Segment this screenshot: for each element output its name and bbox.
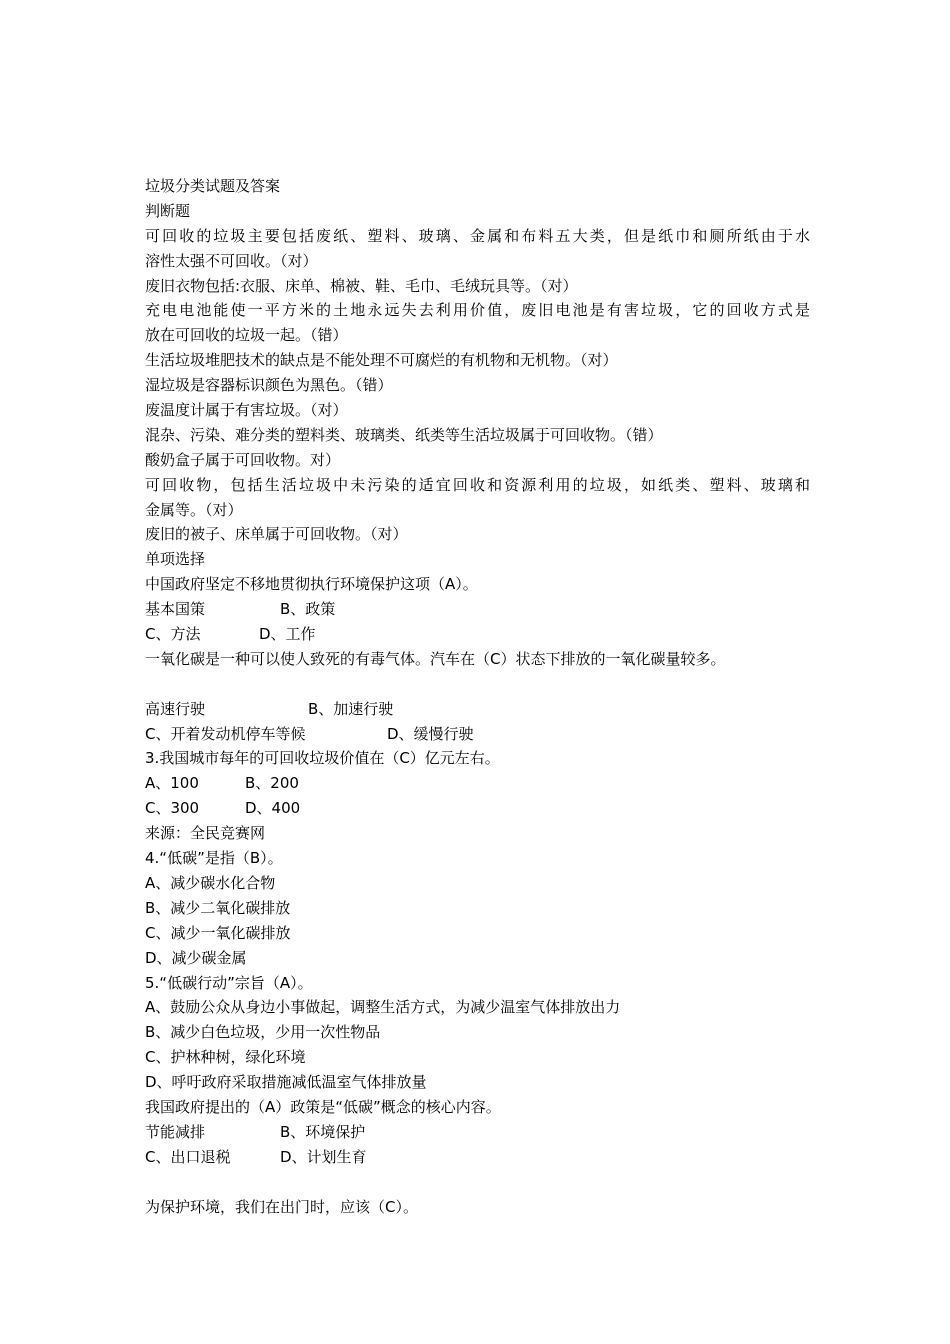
judge-q7: 混杂、污染、难分类的塑料类、玻璃类、纸类等生活垃圾属于可回收物。（错） bbox=[145, 425, 663, 444]
single-q2-option-c: C、开着发动机停车等候 bbox=[145, 724, 306, 743]
single-q6-stem: 我国政府提出的（A）政策是“低碳”概念的核心内容。 bbox=[145, 1097, 501, 1116]
single-q6-option-b: B、环境保护 bbox=[280, 1122, 366, 1141]
single-q1-option-a: 基本国策 bbox=[145, 600, 206, 619]
single-q3-option-b: B、200 bbox=[245, 774, 299, 793]
single-q4-stem: 4.“低碳”是指（B）。 bbox=[145, 849, 283, 868]
single-q3-options-cd bbox=[145, 796, 810, 821]
section-heading-single: 单项选择 bbox=[145, 550, 206, 569]
single-q2-option-a: 高速行驶 bbox=[145, 699, 206, 718]
single-q1-stem: 中国政府坚定不移地贯彻执行环境保护这项（A）。 bbox=[145, 575, 478, 594]
judge-q1-line1: 可回收的垃圾主要包括废纸、塑料、玻璃、金属和布料五大类，但是纸巾和厕所纸由于水 bbox=[145, 226, 810, 245]
judge-q3-line2: 放在可回收的垃圾一起。（错） bbox=[145, 326, 348, 345]
single-q6-options-ab bbox=[145, 1120, 810, 1145]
judge-q2: 废旧衣物包括:衣服、床单、棉被、鞋、毛巾、毛绒玩具等。（对） bbox=[145, 276, 578, 295]
single-q4-option-d: D、减少碳金属 bbox=[145, 948, 247, 967]
judge-q10: 废旧的被子、床单属于可回收物。（对） bbox=[145, 525, 408, 544]
judge-q4: 生活垃圾堆肥技术的缺点是不能处理不可腐烂的有机物和无机物。（对） bbox=[145, 351, 618, 370]
single-q7-stem: 为保护环境，我们在出门时，应该（C）。 bbox=[145, 1197, 418, 1216]
single-q4-option-a: A、减少碳水化合物 bbox=[145, 873, 276, 892]
judge-q6: 废温度计属于有害垃圾。（对） bbox=[145, 401, 348, 420]
judge-q9-line2: 金属等。（对） bbox=[145, 500, 243, 519]
document-content bbox=[145, 174, 810, 1219]
judge-q9-line1: 可回收物，包括生活垃圾中未污染的适宜回收和资源利用的垃圾，如纸类、塑料、玻璃和 bbox=[145, 475, 810, 494]
judge-q3-line1: 充电电池能使一平方米的土地永远失去利用价值，废旧电池是有害垃圾，它的回收方式是 bbox=[145, 301, 810, 320]
single-q3-option-a: A、100 bbox=[145, 774, 199, 793]
single-q1-option-c: C、方法 bbox=[145, 625, 201, 644]
blank-line bbox=[145, 1170, 810, 1195]
single-q4-option-b: B、减少二氧化碳排放 bbox=[145, 898, 291, 917]
single-q3-option-d: D、400 bbox=[245, 799, 301, 818]
single-q2-options-cd bbox=[145, 722, 810, 747]
single-q3-stem: 3.我国城市每年的可回收垃圾价值在（C）亿元左右。 bbox=[145, 749, 500, 768]
single-q1-option-d: D、工作 bbox=[259, 625, 316, 644]
source-note: 来源：全民竞赛网 bbox=[145, 824, 266, 843]
section-heading-judge: 判断题 bbox=[145, 201, 191, 220]
single-q1-options-ab bbox=[145, 597, 810, 622]
single-q3-options-ab bbox=[145, 771, 810, 796]
single-q4-option-c: C、减少一氧化碳排放 bbox=[145, 923, 291, 942]
document-title: 垃圾分类试题及答案 bbox=[145, 177, 281, 195]
single-q5-option-a: A、鼓励公众从身边小事做起，调整生活方式，为减少温室气体排放出力 bbox=[145, 998, 621, 1017]
judge-q1-line2: 溶性太强不可回收。（对） bbox=[145, 251, 318, 270]
single-q1-options-cd bbox=[145, 622, 810, 647]
single-q2-option-d: D、缓慢行驶 bbox=[387, 724, 474, 743]
single-q2-option-b: B、加速行驶 bbox=[308, 699, 394, 718]
single-q5-option-d: D、呼吁政府采取措施减低温室气体排放量 bbox=[145, 1073, 427, 1092]
single-q2-options-ab bbox=[145, 697, 810, 722]
single-q1-option-b: B、政策 bbox=[280, 600, 336, 619]
single-q3-option-c: C、300 bbox=[145, 799, 200, 818]
single-q6-option-c: C、出口退税 bbox=[145, 1147, 231, 1166]
single-q5-option-b: B、减少白色垃圾，少用一次性物品 bbox=[145, 1023, 381, 1042]
single-q6-option-d: D、计划生育 bbox=[280, 1147, 367, 1166]
single-q5-option-c: C、护林种树，绿化环境 bbox=[145, 1048, 306, 1067]
single-q5-stem: 5.“低碳行动”宗旨（A）。 bbox=[145, 973, 313, 992]
judge-q5: 湿垃圾是容器标识颜色为黑色。（错） bbox=[145, 376, 393, 395]
single-q6-options-cd bbox=[145, 1145, 810, 1170]
blank-line bbox=[145, 672, 810, 697]
judge-q8: 酸奶盒子属于可回收物。对） bbox=[145, 450, 341, 469]
single-q2-stem: 一氧化碳是一种可以使人致死的有毒气体。汽车在（C）状态下排放的一氧化碳量较多。 bbox=[145, 649, 726, 668]
single-q6-option-a: 节能减排 bbox=[145, 1122, 206, 1141]
